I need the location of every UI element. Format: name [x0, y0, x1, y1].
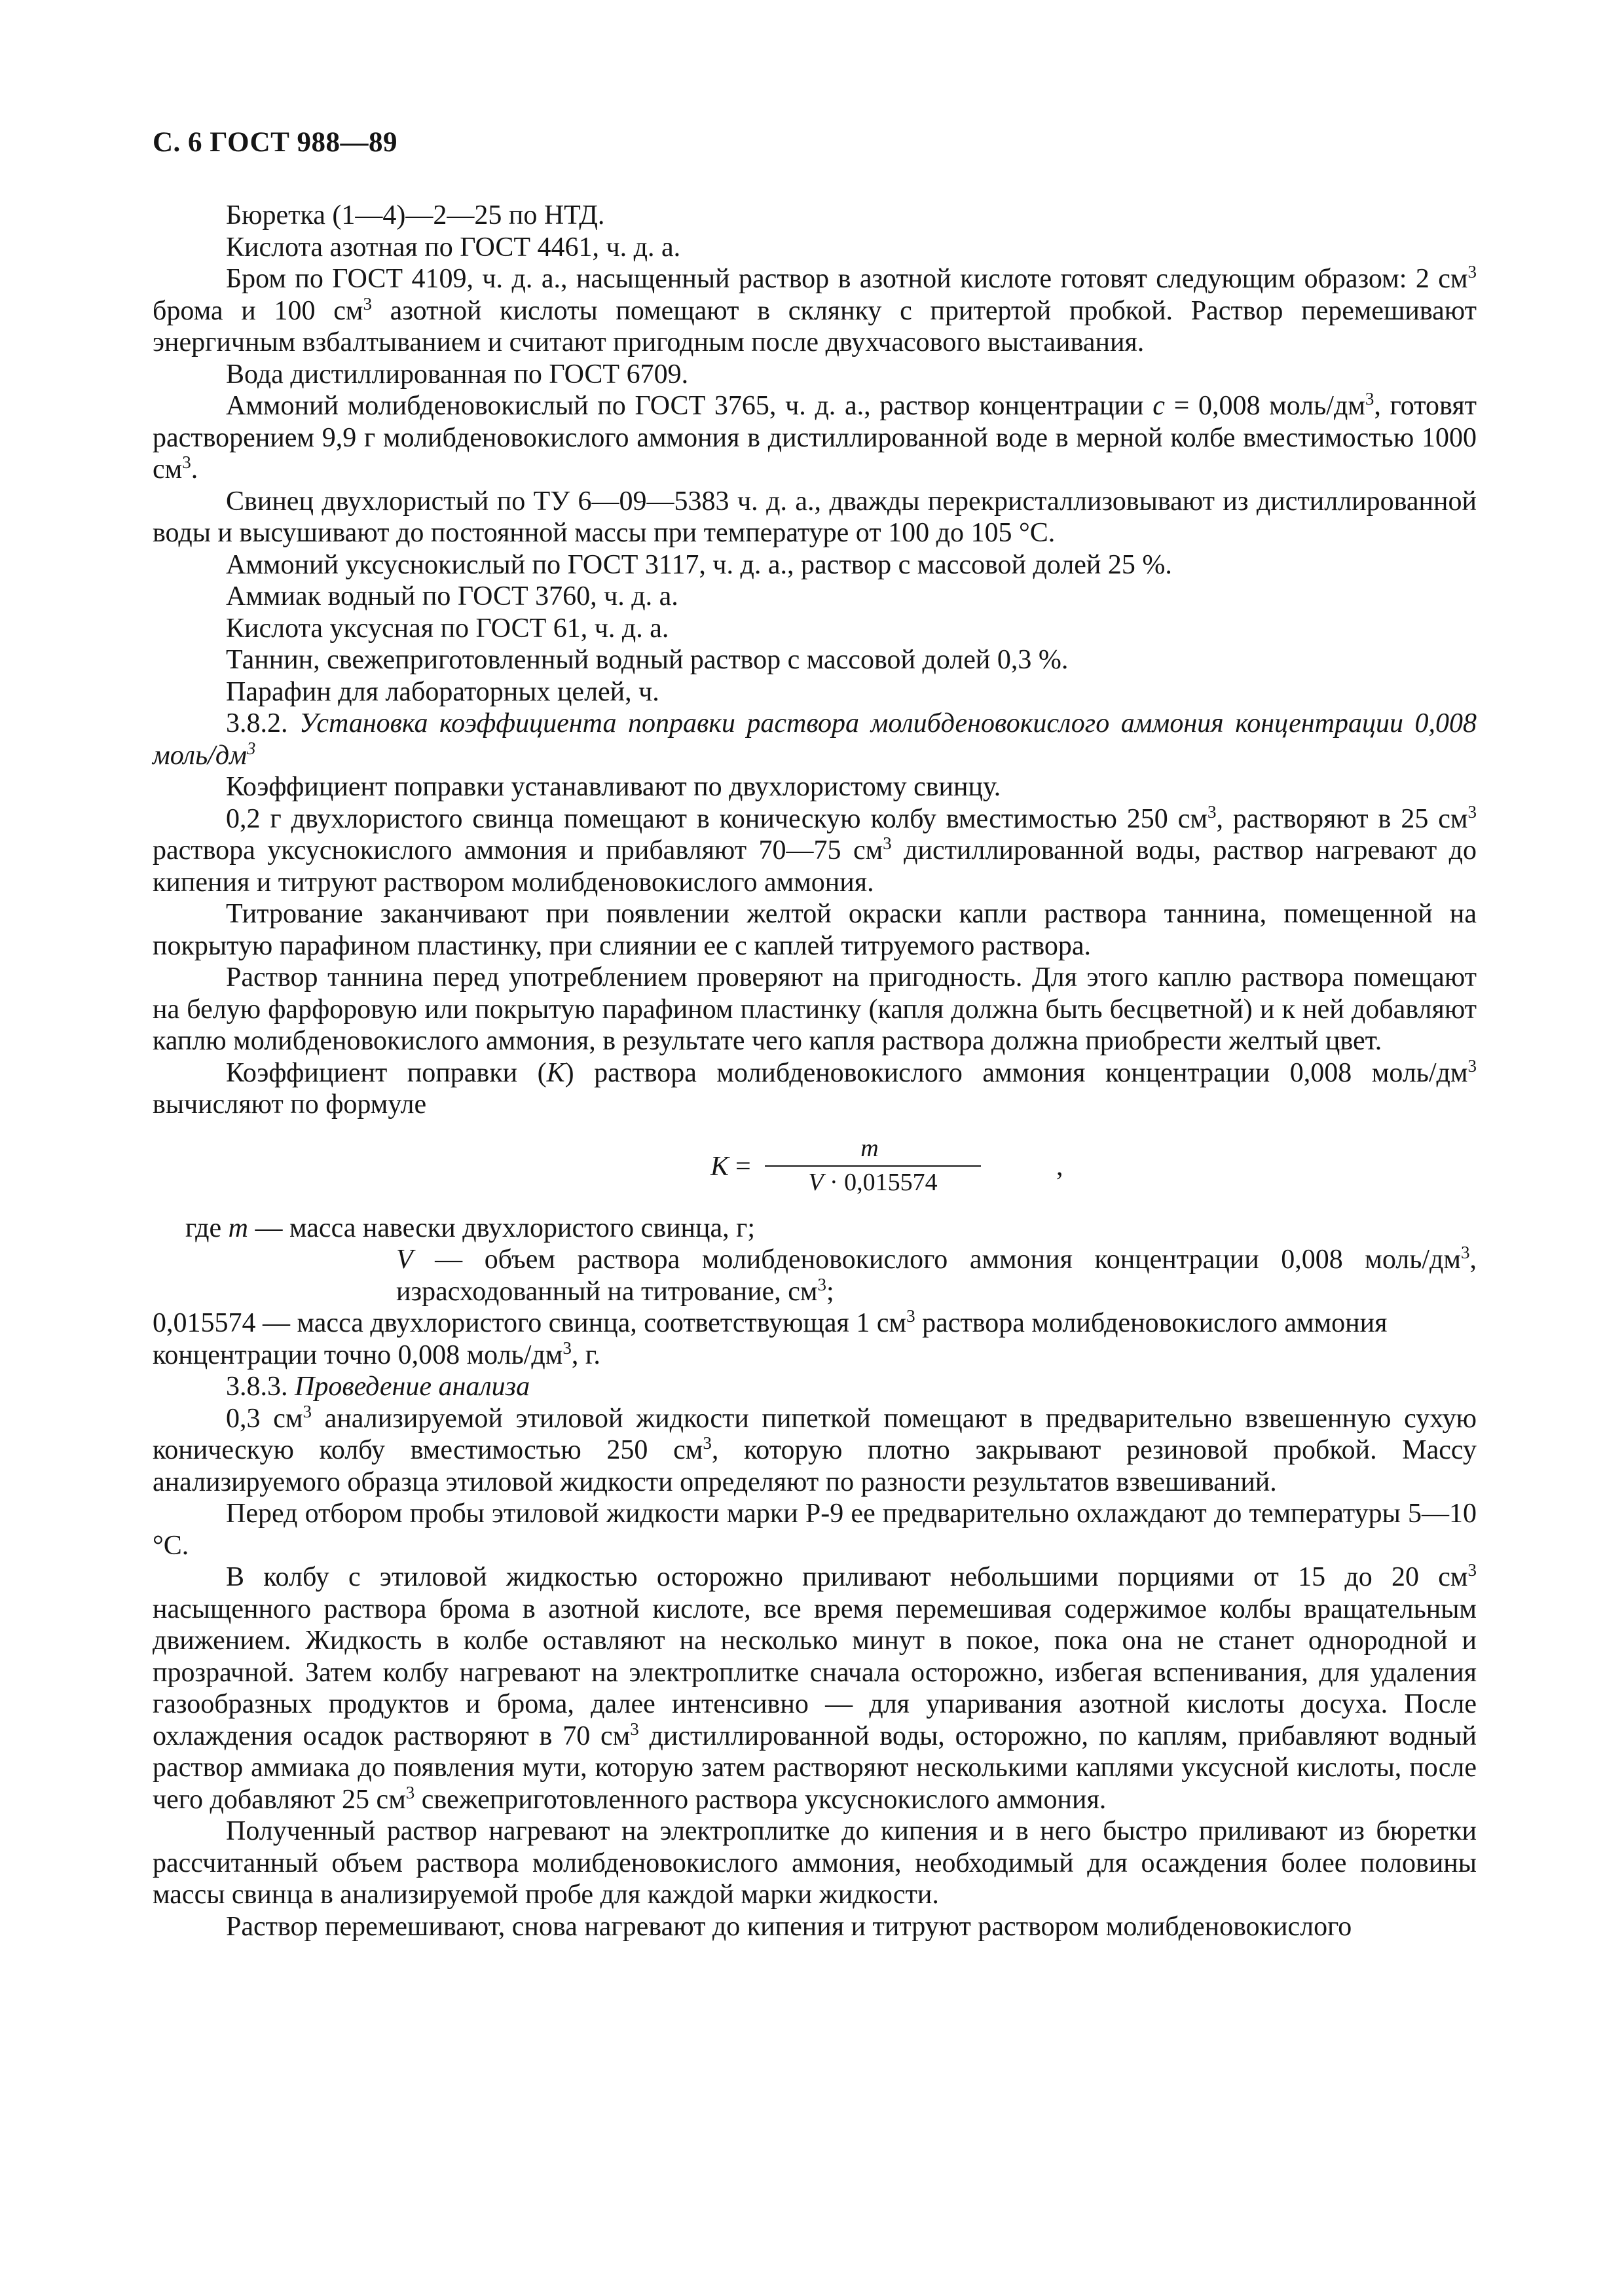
section-heading-3-8-2: 3.8.2. Установка коэффициента поправки раствора молибденовокислого аммония концентрации 0,008 моль/$дм^3$ — [153, 708, 1477, 771]
paragraph-analysis-5: Раствор перемешивают, снова нагревают до кипения и титруют раствором молибденовокислого — [226, 1911, 1352, 1942]
document-body — [153, 200, 1477, 1942]
legend-m: где m — масса навески двухлористого свинца, г; — [185, 1212, 756, 1243]
formula-denominator: V · 0,015574 — [808, 1168, 938, 1196]
formula-numerator: m — [860, 1134, 879, 1162]
paragraph-tannin-check: Раствор таннина перед употреблением проверяют на пригодность. Для этого каплю раствора помещают на белую фарфоровую или покрытую парафином пластинку (капля должна быть бесцветной) и к ней добавляют каплю молибденовокислого аммония, в результате чего капля раствора должна приобрести желтый цвет. — [153, 962, 1477, 1056]
paragraph-analysis-1: 0,3 $см^3$ анализируемой этиловой жидкости пипеткой помещают в предварительно взвешенную сухую коническую колбу вместимостью 250 $см^3$, которую плотно закрывают резиновой пробкой. Массу анализируемого образца этиловой жидкости определяют по разности результатов взвешиваний. — [153, 1401, 1477, 1497]
section-heading-3-8-3: 3.8.3. Проведение анализа — [226, 1372, 530, 1402]
paragraph-burette: Бюретка (1—4)—2—25 по НТД. — [226, 200, 605, 230]
paragraph-ammonium-acetate: Аммоний уксуснокислый по ГОСТ 3117, ч. д. а., раствор с массовой долей 25 %. — [226, 549, 1172, 580]
paragraph-water: Вода дистиллированная по ГОСТ 6709. — [226, 359, 689, 390]
paragraph-acetic-acid: Кислота уксусная по ГОСТ 61, ч. д. а. — [226, 613, 669, 644]
paragraph-lead-chloride: Свинец двухлористый по ТУ 6—09—5383 ч. д. а., дважды перекристаллизовывают из дистиллированной воды и высушивают до постоянной массы при температуре от 100 до 105 °С. — [153, 486, 1477, 548]
formula-legend — [153, 1212, 1477, 1372]
paragraph-coef-formula-intro: Коэффициент поправки (K) раствора молибденовокислого аммония концентрации 0,008 моль/$дм^3$ вычисляют по формуле — [153, 1055, 1477, 1120]
paragraph-bromine: Бром по ГОСТ 4109, ч. д. а., насыщенный раствор в азотной кислоте готовят следующим образом: 2 $см^3$ брома и 100 $см^3$ азотной кислоты помещают в склянку с притертой пробкой. Раствор перемешивают энергичным взбалтыванием и считают пригодным после двухчасового выстаивания. — [153, 262, 1477, 357]
paragraph-ammonia: Аммиак водный по ГОСТ 3760, ч. д. а. — [226, 581, 678, 611]
coefficient-formula — [153, 1121, 1477, 1212]
paragraph-molybdate: Аммоний молибденовокислый по ГОСТ 3765, ч. д. а., раствор концентрации c = 0,008 моль/$дм^3$, готовят растворением 9,9 г молибденовокислого аммония в дистиллированной воде в мерной колбе вместимостью 1000 $см^3$. — [153, 389, 1477, 484]
paragraph-analysis-4: Полученный раствор нагревают на электроплитке до кипения и в него быстро приливают из бюретки рассчитанный объем раствора молибденовокислого аммония, необходимый для осаждения более половины массы свинца в анализируемой пробе для каждой марки жидкости. — [153, 1816, 1477, 1910]
legend-constant: 0,015574 — масса двухлористого свинца, соответствующая 1 $см^3$ раствора молибденовокислого аммония концентрации точно 0,008 моль/$дм^3$, г. — [153, 1306, 1388, 1370]
paragraph-nitric-acid: Кислота азотная по ГОСТ 4461, ч. д. а. — [226, 232, 681, 263]
formula-equals: = — [735, 1151, 751, 1182]
paragraph-tannin: Таннин, свежеприготовленный водный раствор с массовой долей 0,3 %. — [226, 645, 1069, 675]
paragraph-analysis-2: Перед отбором пробы этиловой жидкости марки Р-9 ее предварительно охлаждают до температуры 5—10 °С. — [153, 1499, 1477, 1561]
paragraph-titration-end: Титрование заканчивают при появлении желтой окраски капли раствора таннина, помещенной на покрытую парафином пластинку, при слиянии ее с каплей титруемого раствора. — [153, 899, 1477, 961]
formula-fraction — [765, 1134, 1053, 1197]
paragraph-analysis-3: В колбу с этиловой жидкостью осторожно приливают небольшими порциями от 15 до 20 $см^3$ насыщенного раствора брома в азотной кислоте, все время перемешивая содержимое колбы вращательным движением. Жидкость в колбе оставляют на несколько минут в покое, пока она не станет однородной и прозрачной. Затем колбу нагревают на электроплитке сначала осторожно, избегая вспенивания, для удаления газообразных продуктов и брома, далее интенсивно — для упаривания азотной кислоты досуха. После охлаждения осадок растворяют в 70 $см^3$ дистиллированной воды, осторожно, по каплям, прибавляют водный раствор аммиака до появления мути, которую затем растворяют несколькими каплями уксусной кислоты, после чего добавляют 25 $см^3$ свежеприготовленного раствора уксуснокислого аммония. — [153, 1560, 1477, 1815]
paragraph-procedure-1: 0,2 г двухлористого свинца помещают в коническую колбу вместимостью 250 $см^3$, растворяют в 25 $см^3$ раствора уксуснокислого аммония и прибавляют 70—75 $см^3$ дистиллированной воды, раствор нагревают до кипения и титруют раствором молибденовокислого аммония. — [153, 801, 1477, 898]
formula-comma: , — [1056, 1151, 1063, 1182]
formula-lhs: K — [710, 1151, 729, 1182]
paragraph-coef-intro: Коэффициент поправки устанавливают по двухлористому свинцу. — [226, 772, 1001, 802]
fraction-bar — [765, 1165, 981, 1167]
legend-v: V — объем раствора молибденовокислого аммония концентрации 0,008 моль/$дм^3$, израсходованный на титрование, $см^3$; — [396, 1243, 1477, 1307]
paragraph-paraffin: Парафин для лабораторных целей, ч. — [226, 676, 659, 707]
page-header: С. 6 ГОСТ 988—89 — [153, 127, 398, 158]
